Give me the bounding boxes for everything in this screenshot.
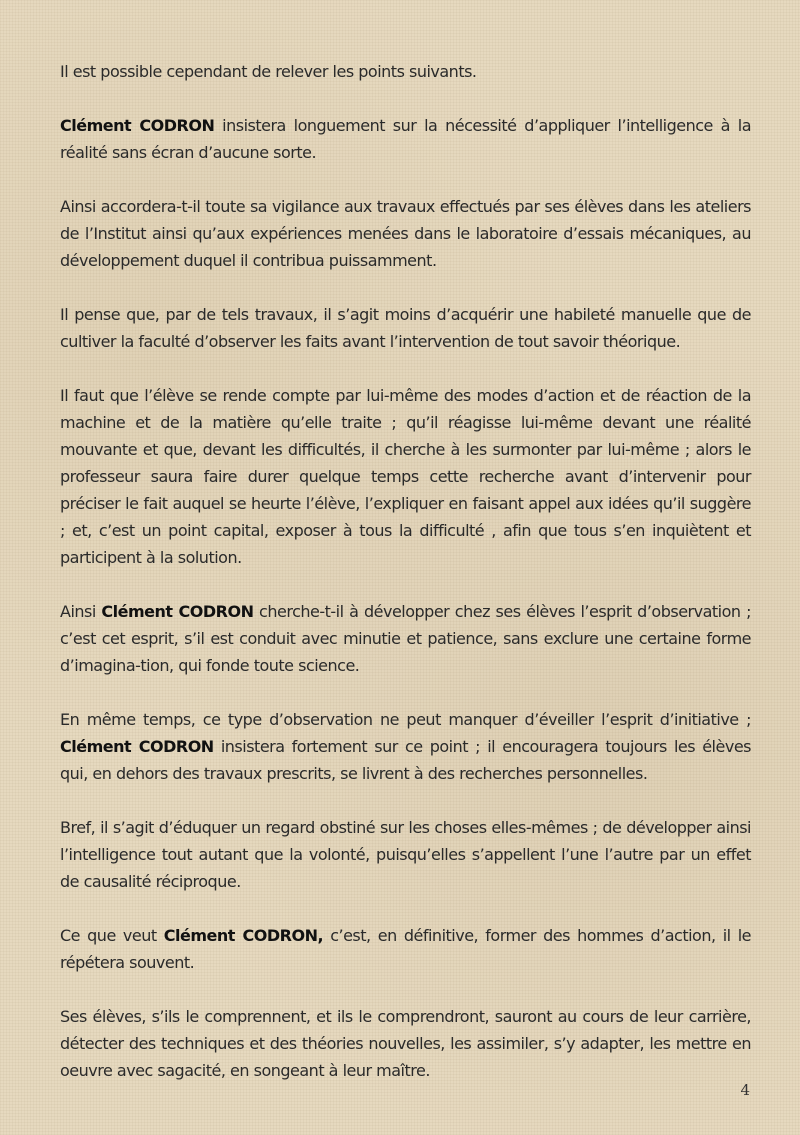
- paragraph-text: Ses élèves, s’ils le comprennent, et ils le comprendront, sauront au cours de leur carrière, détecter des techniques et des théories nouvelles, les assimiler, s’y adapter, les mettre en oeuvre avec sagacité, en songeant à leur maître.: [60, 1007, 751, 1080]
- paragraph-text: Bref, il s’agit d’éduquer un regard obstiné sur les choses elles-mêmes ; de développer ainsi l’intelligence tout autant que la volonté, puisqu’elles s’appellent l’une l’autre par un effet de causalité réciproque.: [60, 818, 751, 891]
- person-name-bold: Clément CODRON: [101, 602, 254, 621]
- paragraph-5: [60, 382, 751, 571]
- page-number: 4: [740, 1081, 750, 1099]
- paragraph-text: insistera fortement sur ce point ; il encouragera toujours les élèves qui, en dehors des travaux prescrits, se livrent à des recherches personnelles.: [60, 737, 751, 783]
- paragraph-9: [60, 922, 751, 976]
- paragraph-text: Ainsi: [60, 602, 102, 621]
- paragraph-text: Ainsi accordera-t-il toute sa vigilance aux travaux effectués par ses élèves dans les ateliers de l’Institut ainsi qu’aux expériences menées dans le laboratoire d’essais mécaniques, au développement duquel il contribua puissamment.: [60, 197, 751, 270]
- paragraph-text: Il faut que l’élève se rende compte par lui-même des modes d’action et de réaction de la machine et de la matière qu’elle traite ; qu’il réagisse lui-même devant une réalité mouvante et que, devant les difficultés, il cherche à les surmonter par lui-même ; alors le professeur saura faire durer quelque temps cette recherche avant d’intervenir pour préciser le fait auquel se heurte l’élève, l’expliquer en faisant appel aux idées qu’il suggère ; et, c’est un point capital, exposer à tous la difficulté , afin que tous s’en inquiètent et participent à la solution.: [60, 386, 751, 567]
- person-name-bold: Clément CODRON: [60, 116, 215, 135]
- paragraph-text: Il pense que, par de tels travaux, il s’agit moins d’acquérir une habileté manuelle que de cultiver la faculté d’observer les faits avant l’intervention de tout savoir théorique.: [60, 305, 751, 351]
- paragraph-2: [60, 112, 751, 166]
- paragraph-text: c’est, en définitive, former des hommes d’action, il le répétera souvent.: [60, 926, 752, 972]
- paragraph-3: [60, 193, 751, 274]
- paragraph-4: [60, 301, 751, 355]
- paragraph-text: Ce que veut: [60, 926, 164, 945]
- paragraph-text: insistera longuement sur la nécessité d’appliquer l’intelligence à la réalité sans écran d’aucune sorte.: [60, 116, 752, 162]
- paragraph-7: [60, 706, 751, 787]
- paragraph-10: [60, 1003, 751, 1084]
- paragraph-text: En même temps, ce type d’observation ne peut manquer d’éveiller l’esprit d’initiative ;: [60, 710, 751, 729]
- document-page: [60, 58, 751, 1111]
- paragraph-intro: [60, 58, 751, 85]
- person-name-bold: Clément CODRON: [60, 737, 214, 756]
- paragraph-text: Il est possible cependant de relever les points suivants.: [60, 62, 477, 81]
- paragraph-6: [60, 598, 751, 679]
- person-name-bold: Clément CODRON,: [163, 926, 324, 945]
- paragraph-8: [60, 814, 751, 895]
- paragraph-text: cherche-t-il à développer chez ses élèves l’esprit d’observation ; c’est cet esprit, s’il est conduit avec minutie et patience, sans exclure une certaine forme d’imagina-tion, qui fonde toute science.: [60, 602, 751, 675]
